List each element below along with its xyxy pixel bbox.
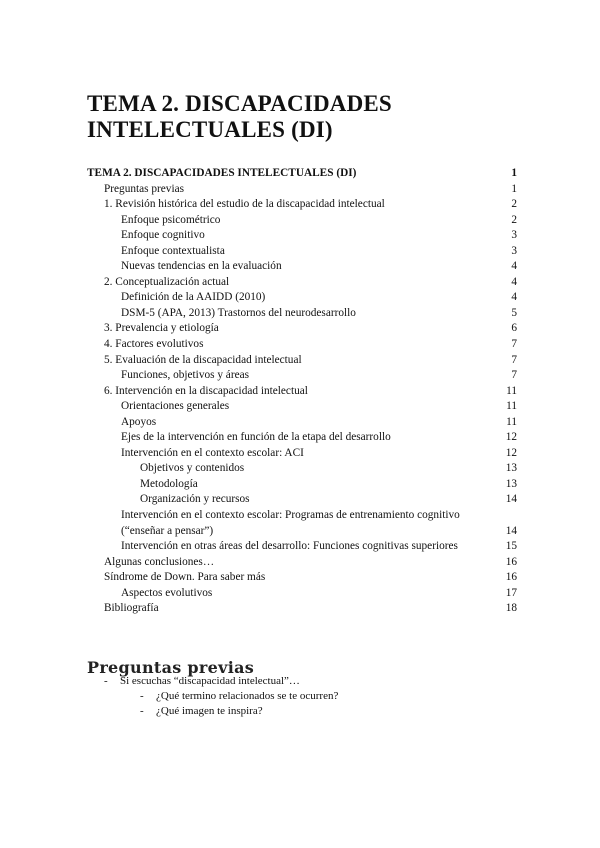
toc-entry[interactable] xyxy=(87,446,517,462)
toc-entry-title: DSM-5 (APA, 2013) Trastornos del neurodesarrollo xyxy=(121,306,356,319)
toc-entry-page: 18 xyxy=(505,602,517,615)
toc-entry-title: Algunas conclusiones… xyxy=(104,555,215,568)
toc-entry[interactable] xyxy=(87,477,517,493)
toc-entry[interactable] xyxy=(87,259,517,275)
toc-entry-page: 17 xyxy=(505,586,517,599)
toc-entry-title: Síndrome de Down. Para saber más xyxy=(104,571,266,584)
toc-entry-page: 15 xyxy=(505,540,517,553)
toc-entry-title: Intervención en otras áreas del desarrollo: Funciones cognitivas superiores xyxy=(121,540,458,553)
dash-marker: - xyxy=(140,705,144,717)
toc-entry[interactable] xyxy=(87,228,517,244)
bullet-item xyxy=(104,674,300,689)
toc-entry[interactable] xyxy=(87,601,517,617)
toc-entry-title: Ejes de la intervención en función de la etapa del desarrollo xyxy=(121,431,391,444)
toc-entry-page: 4 xyxy=(511,275,517,288)
toc-entry-page: 16 xyxy=(505,555,517,568)
toc-entry-page: 13 xyxy=(505,477,517,490)
toc-entry[interactable] xyxy=(87,570,517,586)
sub-bullet-item xyxy=(140,689,338,704)
toc-entry-page: 14 xyxy=(505,524,517,537)
toc-entry-page: 7 xyxy=(511,353,517,366)
sub-bullet-text: ¿Qué imagen te inspira? xyxy=(156,705,263,717)
toc-entry-title: Aspectos evolutivos xyxy=(121,586,213,599)
toc-entry[interactable] xyxy=(87,368,517,384)
toc-entry[interactable] xyxy=(87,461,517,477)
toc-entry[interactable] xyxy=(87,182,517,198)
toc-entry-title: Enfoque contextualista xyxy=(121,244,225,257)
toc-entry-title: 3. Prevalencia y etiología xyxy=(104,322,219,335)
toc-entry-page: 1 xyxy=(511,167,517,179)
toc-entry[interactable] xyxy=(87,353,517,369)
toc-entry-title: Preguntas previas xyxy=(104,182,184,195)
toc-entry[interactable] xyxy=(87,539,517,555)
toc-entry-title: Objetivos y contenidos xyxy=(140,462,245,475)
toc-entry[interactable] xyxy=(87,166,517,182)
toc-entry[interactable] xyxy=(87,555,517,571)
toc-entry[interactable] xyxy=(87,337,517,353)
toc-entry-title: Enfoque psicométrico xyxy=(121,213,221,226)
toc-entry-page: 3 xyxy=(511,244,517,257)
toc-entry-page: 13 xyxy=(505,462,517,475)
toc-entry[interactable] xyxy=(87,306,517,322)
bullet-text: Si escuchas “discapacidad intelectual”… xyxy=(120,675,300,687)
toc-entry-page: 1 xyxy=(511,182,517,195)
toc-entry-title: Intervención en el contexto escolar: ACI xyxy=(121,446,304,459)
toc-entry-title: 2. Conceptualización actual xyxy=(104,275,230,288)
toc-entry-page: 11 xyxy=(506,415,517,428)
toc-entry[interactable] xyxy=(87,275,517,291)
toc-entry-page: 12 xyxy=(505,431,517,444)
toc-entry[interactable] xyxy=(87,213,517,229)
toc-entry[interactable] xyxy=(87,321,517,337)
toc-entry[interactable] xyxy=(87,384,517,400)
toc-entry-title: TEMA 2. DISCAPACIDADES INTELECTUALES (DI) xyxy=(87,167,357,179)
toc-entry-page: 4 xyxy=(511,291,517,304)
toc-entry-page: 5 xyxy=(511,306,517,319)
sub-bullet-text: ¿Qué termino relacionados se te ocurren? xyxy=(156,690,339,702)
toc-entry-page: 12 xyxy=(505,446,517,459)
toc-entry-title: Enfoque cognitivo xyxy=(121,229,205,242)
toc-entry-page: 7 xyxy=(511,369,517,382)
toc-entry-title: Funciones, objetivos y áreas xyxy=(121,369,250,382)
toc-entry-page: 14 xyxy=(505,493,517,506)
table-of-contents xyxy=(87,166,517,617)
toc-entry-page: 16 xyxy=(505,571,517,584)
toc-entry-title: Organización y recursos xyxy=(140,493,250,506)
dash-marker: - xyxy=(140,690,144,702)
toc-entry-page: 7 xyxy=(511,338,517,351)
toc-entry[interactable] xyxy=(87,586,517,602)
toc-entry-page: 2 xyxy=(511,198,517,211)
toc-entry-title: 5. Evaluación de la discapacidad intelectual xyxy=(104,353,302,366)
toc-entry-title: 1. Revisión histórica del estudio de la discapacidad intelectual xyxy=(104,198,385,211)
toc-entry[interactable] xyxy=(87,430,517,446)
toc-entry-page: 11 xyxy=(506,384,517,397)
toc-entry-page: 3 xyxy=(511,229,517,242)
document-title: TEMA 2. DISCAPACIDADES INTELECTUALES (DI) xyxy=(87,91,392,143)
toc-entry[interactable] xyxy=(87,244,517,260)
toc-entry[interactable] xyxy=(87,399,517,415)
sub-bullet-item xyxy=(140,704,263,719)
toc-entry-title: Apoyos xyxy=(121,415,157,428)
toc-entry-page: 6 xyxy=(511,322,517,335)
toc-entry-title: 4. Factores evolutivos xyxy=(104,338,204,351)
toc-entry[interactable] xyxy=(87,197,517,213)
toc-entry-title: 6. Intervención en la discapacidad intelectual xyxy=(104,384,308,397)
toc-entry-title: Metodología xyxy=(140,477,198,490)
toc-entry-title: Bibliografía xyxy=(104,602,159,615)
toc-entry-title: Intervención en el contexto escolar: Programas de entrenamiento cognitivo (“enseñar a pensar”) xyxy=(121,509,460,537)
toc-entry-page: 11 xyxy=(506,400,517,413)
toc-entry[interactable] xyxy=(87,290,517,306)
section-heading: Preguntas previas xyxy=(87,658,255,678)
toc-entry-title: Orientaciones generales xyxy=(121,400,230,413)
toc-entry-title: Definición de la AAIDD (2010) xyxy=(121,291,266,304)
toc-entry[interactable] xyxy=(87,415,517,431)
toc-entry[interactable] xyxy=(87,508,517,539)
toc-entry-page: 2 xyxy=(511,213,517,226)
toc-entry[interactable] xyxy=(87,492,517,508)
toc-entry-title: Nuevas tendencias en la evaluación xyxy=(121,260,282,273)
toc-entry-page: 4 xyxy=(511,260,517,273)
dash-marker: - xyxy=(104,675,108,687)
